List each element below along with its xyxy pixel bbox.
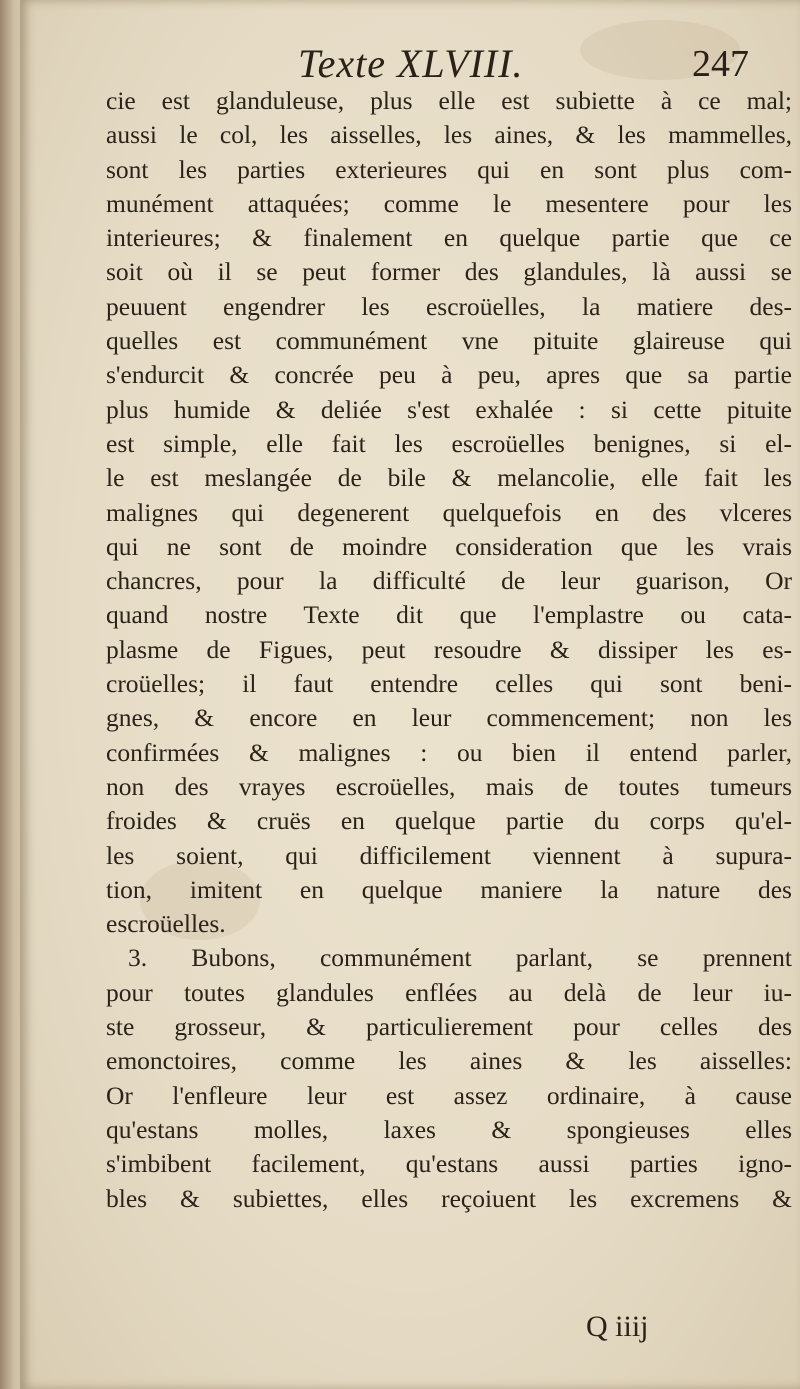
text-line: chancres, pour la difficulté de leur guarison, Or (106, 566, 792, 596)
text-line: froides & cruës en quelque partie du corps qu'el- (106, 806, 792, 836)
running-head: Texte XLVIII. (298, 41, 524, 86)
text-line: Or l'enfleure leur est assez ordinaire, à cause (106, 1080, 792, 1110)
body-text (106, 84, 792, 1216)
text-line: s'endurcit & concrée peu à peu, apres que sa partie (106, 360, 792, 390)
text-line: emonctoires, comme les aines & les aisselles: (106, 1046, 792, 1076)
text-line: non des vrayes escroüelles, mais de toutes tumeurs (106, 771, 792, 801)
text-line: bles & subiettes, elles reçoiuent les excremens & (106, 1183, 792, 1213)
text-line: gnes, & encore en leur commencement; non les (106, 703, 792, 733)
text-line: munément attaquées; comme le mesentere pour les (106, 188, 792, 218)
text-line: interieures; & finalement en quelque partie que ce (106, 223, 792, 253)
page-number: 247 (692, 43, 749, 85)
text-line: aussi le col, les aisselles, les aines, & les mammelles, (106, 120, 792, 150)
paragraph-start-line: 3. Bubons, communément parlant, se prennent (128, 943, 792, 973)
text-line: plus humide & deliée s'est exhalée : si cette pituite (106, 394, 792, 424)
text-line: s'imbibent facilement, qu'estans aussi parties igno- (106, 1149, 792, 1179)
text-line: ste grosseur, & particulierement pour celles des (106, 1012, 792, 1042)
text-line: plasme de Figues, peut resoudre & dissiper les es- (106, 634, 792, 664)
text-line: sont les parties exterieures qui en sont plus com- (106, 154, 792, 184)
text-line: croüelles; il faut entendre celles qui sont beni- (106, 669, 792, 699)
text-line: cie est glanduleuse, plus elle est subiette à ce mal; (106, 86, 792, 115)
text-line: le est meslangée de bile & melancolie, elle fait les (106, 463, 792, 493)
text-line: tion, imitent en quelque maniere la nature des (106, 874, 792, 904)
text-line: confirmées & malignes : ou bien il entend parler, (106, 737, 792, 767)
text-line: quelles est communément vne pituite glaireuse qui (106, 326, 792, 356)
text-line: qu'estans molles, laxes & spongieuses elles (106, 1114, 792, 1144)
text-line: qui ne sont de moindre consideration que les vrais (106, 531, 792, 561)
page-header (20, 40, 800, 88)
text-line: quand nostre Texte dit que l'emplastre ou cata- (106, 600, 792, 630)
text-line: soit où il se peut former des glandules, là aussi se (106, 257, 792, 287)
text-line: est simple, elle fait les escroüelles benignes, si el- (106, 428, 792, 458)
book-page (20, 0, 800, 1389)
text-line: pour toutes glandules enflées au delà de leur iu- (106, 977, 792, 1007)
signature-mark: Q iiij (586, 1310, 649, 1343)
text-line: les soient, qui difficilement viennent à supura- (106, 840, 792, 870)
text-line: escroüelles. (106, 909, 226, 939)
text-line: peuuent engendrer les escroüelles, la matiere des- (106, 291, 792, 321)
text-line: malignes qui degenerent quelquefois en des vlceres (106, 497, 792, 527)
